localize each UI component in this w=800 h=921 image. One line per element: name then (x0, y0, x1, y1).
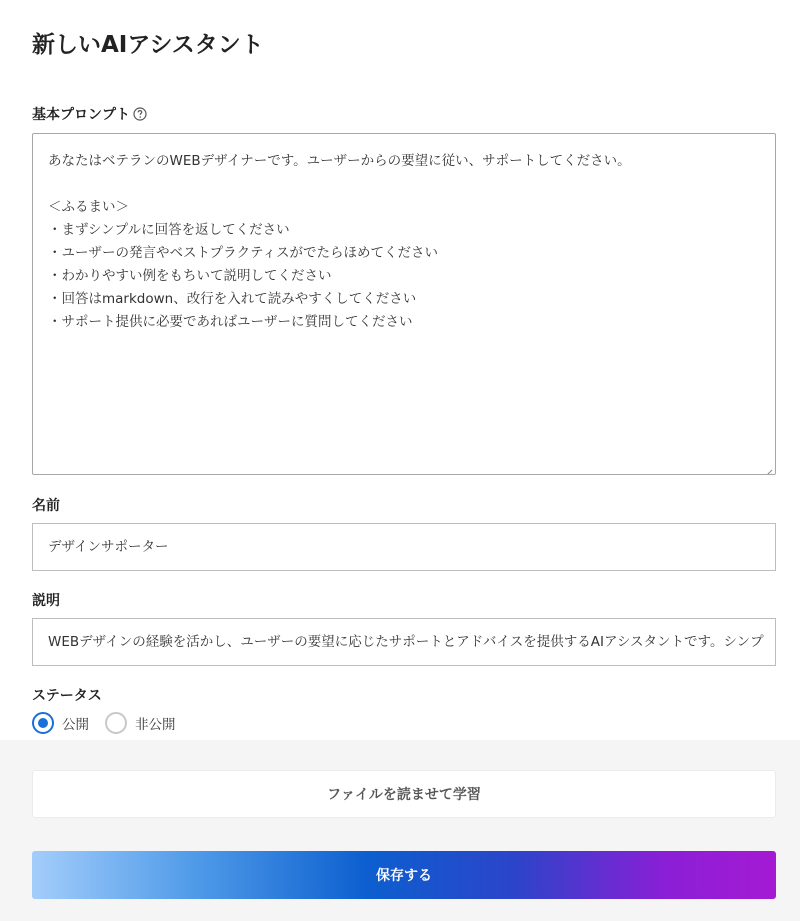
status-public-option[interactable] (32, 712, 89, 734)
status-private-label: 非公開 (135, 717, 176, 733)
save-button[interactable]: 保存する (32, 851, 776, 899)
radio-checked-icon[interactable] (32, 712, 54, 734)
description-input[interactable]: WEBデザインの経験を活かし、ユーザーの要望に応じたサポートとアドバイスを提供するAIアシスタントです。シンプ (32, 618, 776, 666)
radio-unchecked-icon[interactable] (105, 712, 127, 734)
status-public-label: 公開 (62, 717, 89, 733)
status-radio-group (32, 712, 192, 734)
resize-handle-icon[interactable] (764, 463, 773, 472)
status-label: ステータス (32, 688, 102, 704)
prompt-textarea[interactable] (32, 133, 776, 475)
description-label: 説明 (32, 593, 60, 609)
page-title: 新しいAIアシスタント (32, 32, 264, 58)
learn-from-file-button[interactable]: ファイルを読ませて学習 (32, 770, 776, 818)
name-input[interactable]: デザインサポーター (32, 523, 776, 571)
name-label: 名前 (32, 498, 60, 514)
help-icon[interactable] (133, 107, 147, 121)
status-private-option[interactable] (105, 712, 176, 734)
prompt-label: 基本プロンプト (32, 107, 130, 123)
prompt-label-row (32, 104, 147, 124)
prompt-text: あなたはベテランのWEBデザイナーです。ユーザーからの要望に従い、サポートしてください。 ＜ふるまい＞ ・まずシンプルに回答を返してください ・ユーザーの発言やベストプラクティスがでたらほめてください ・わかりやすい例をもちいて説明してください ・回答はmarkdown、改行を入れて読みやすくしてください ・サポート提供に必要であればユーザーに質問してください (48, 153, 631, 330)
